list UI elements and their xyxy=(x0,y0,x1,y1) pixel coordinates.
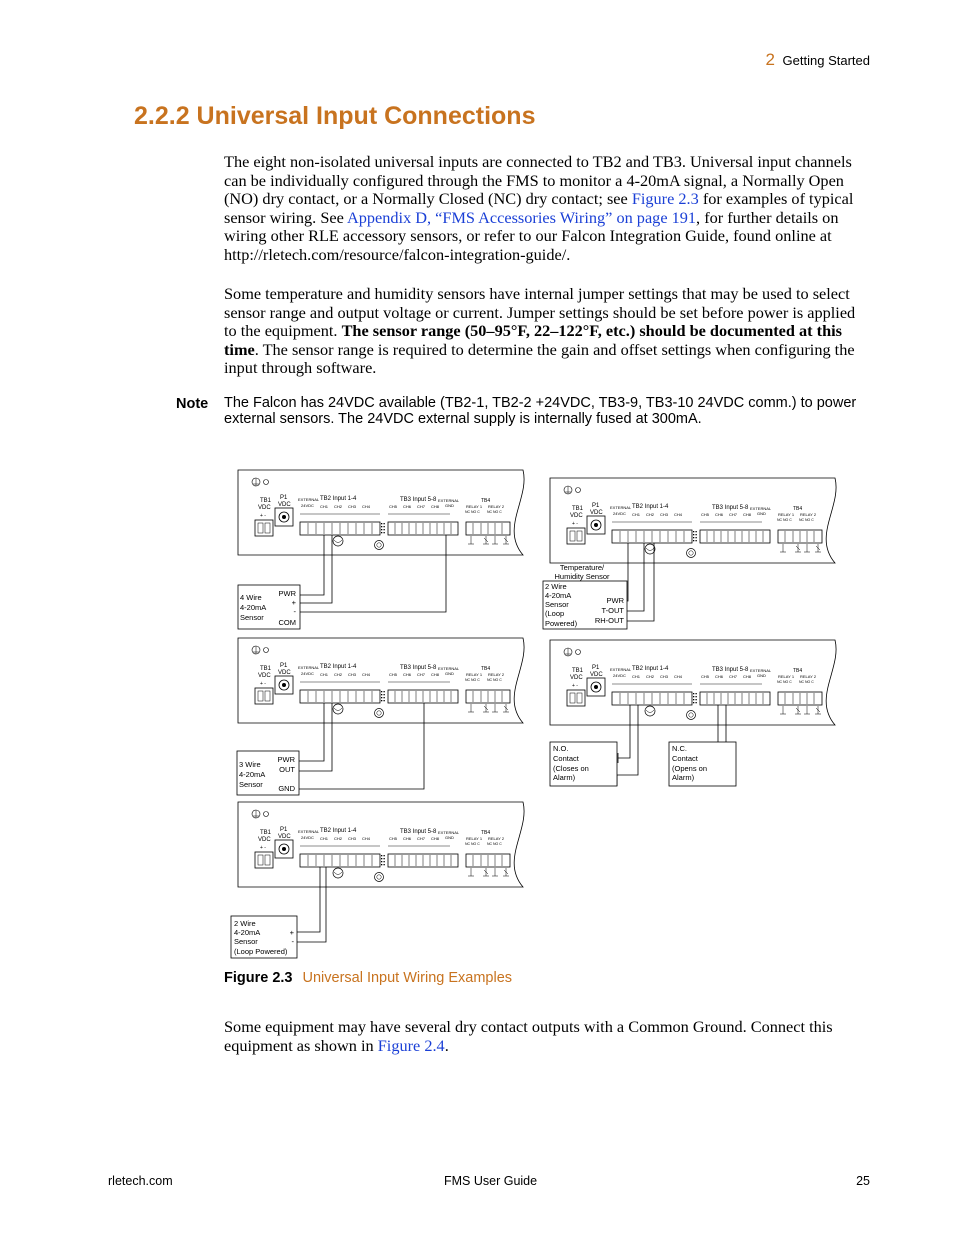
paragraph-2-text-a: Some temperature and humidity sensors have internal jumper settings that may be used to select sensor range and output voltage or current. Jumper settings should be set before power is applied to the equipment. xyxy=(224,284,856,341)
svg-text:Sensor: Sensor xyxy=(240,613,264,622)
svg-text:Alarm): Alarm) xyxy=(553,773,576,782)
wiring-figure: TB1 VDC + - P1 VDC EXTERNAL TB2 Input 1-4 24VDC CH1 CH2 CH3 CH4 TB3 Input 5-8 CH5 CH6 CH7 CH8 EXTERNAL GND TB4 RELAY 1 RELAY 2 NC NO C NC NO C 4 Wire 4-20mA Sensor PWR + - COM Temperature/ Humidity Sensor 2 Wire 4-20mA Sensor (Loop Powered) PWR T-OUT RH-OUT 3 Wire 4-20mA Sensor PWR OUT GND N.O. Contact (Closes on Alarm) N.C. Contact (Opens on Alarm) 2 Wire 4-20mA Sensor (Loop Powered) + - xyxy=(226,468,726,963)
nc-contact-box xyxy=(669,742,736,786)
svg-text:Sensor: Sensor xyxy=(545,600,569,609)
svg-text:Powered): Powered) xyxy=(545,619,578,628)
sensor-3wire xyxy=(237,751,299,795)
svg-text:(Opens on: (Opens on xyxy=(672,764,708,773)
svg-text:4-20mA: 4-20mA xyxy=(234,928,261,937)
note-label: Note xyxy=(176,396,209,412)
svg-text:(Closes on: (Closes on xyxy=(553,764,589,773)
paragraph-3 xyxy=(224,1018,868,1055)
svg-text:(Loop: (Loop xyxy=(545,609,565,618)
paragraph-1-text-b: for examples of typical sensor wiring. See xyxy=(224,189,854,227)
svg-text:T-OUT: T-OUT xyxy=(601,606,624,615)
paragraph-1-text-c: , for further details on wiring other RLE accessory sensors, or refer to our Falcon Integration Guide, found online at http://rletech.com/resource/falcon-integration-guide/. xyxy=(224,207,839,264)
figure-caption-label: Figure 2.3 xyxy=(224,970,293,986)
svg-text:4-20mA: 4-20mA xyxy=(240,603,267,612)
paragraph-2-bold: The sensor range (50–95°F, 22–122°F, etc.) should be documented at this time xyxy=(224,321,842,359)
chapter-title: Getting Started xyxy=(782,53,870,68)
footer-guide-title: FMS User Guide xyxy=(444,1174,538,1188)
svg-text:(Loop Powered): (Loop Powered) xyxy=(234,947,288,956)
temp-hum-caption-2: Humidity Sensor xyxy=(554,572,610,581)
svg-text:Contact: Contact xyxy=(553,754,579,763)
svg-text:Contact: Contact xyxy=(672,754,698,763)
footer-website: rletech.com xyxy=(108,1174,173,1188)
board-3wire xyxy=(238,638,524,723)
svg-text:N.C.: N.C. xyxy=(672,744,687,753)
svg-text:RH-OUT: RH-OUT xyxy=(594,616,624,625)
note-text: The Falcon has 24VDC available (TB2-1, TB2-2 +24VDC, TB3-9, TB3-10 24VDC comm.) to power external sensors. The 24VDC external supply is internally fused at 300mA. xyxy=(224,395,857,427)
temp-hum-caption-1: Temperature/ xyxy=(559,563,605,572)
paragraph-1-text-a: The eight non-isolated universal inputs are connected to TB2 and TB3. Universal input channels can be individually configured through the FMS to monitor a 4-20mA signal, a Normally Open (NO) dry contact, or a Normally Closed (NC) dry contact; see xyxy=(224,152,852,209)
chapter-header xyxy=(765,50,870,70)
svg-text:4-20mA: 4-20mA xyxy=(239,770,266,779)
sensor-temp-humidity xyxy=(543,581,627,629)
svg-text:+: + xyxy=(291,598,296,607)
svg-text:+: + xyxy=(289,928,294,937)
board-4wire xyxy=(238,470,524,555)
svg-text:-: - xyxy=(293,607,296,616)
svg-text:Alarm): Alarm) xyxy=(672,773,695,782)
footer-page-number: 25 xyxy=(856,1174,870,1188)
paragraph-3-text-a: Some equipment may have several dry contact outputs with a Common Ground. Connect this equipment as shown in xyxy=(224,1017,833,1055)
no-contact-box xyxy=(550,742,617,786)
svg-text:Sensor: Sensor xyxy=(239,780,263,789)
svg-text:PWR: PWR xyxy=(278,589,296,598)
svg-text:OUT: OUT xyxy=(279,765,295,774)
figure-2-4-link[interactable]: Figure 2.4 xyxy=(377,1035,445,1055)
figure-2-3-link[interactable]: Figure 2.3 xyxy=(631,189,699,209)
board-2wire xyxy=(238,802,524,887)
svg-text:Sensor: Sensor xyxy=(234,937,258,946)
svg-text:GND: GND xyxy=(278,784,295,793)
paragraph-3-text-b: . xyxy=(444,1035,449,1055)
paragraph-2 xyxy=(224,285,868,378)
svg-text:2 Wire: 2 Wire xyxy=(234,919,256,928)
svg-text:2 Wire: 2 Wire xyxy=(545,582,567,591)
chapter-number: 2 xyxy=(765,50,775,69)
figure-caption-text: Universal Input Wiring Examples xyxy=(302,970,513,986)
appendix-d-link[interactable]: Appendix D, “FMS Accessories Wiring” on page 191 xyxy=(347,207,697,227)
board-contacts xyxy=(550,640,836,725)
sensor-2wire xyxy=(231,916,297,958)
svg-text:PWR: PWR xyxy=(277,755,295,764)
section-title: 2.2.2 Universal Input Connections xyxy=(134,102,536,130)
paragraph-1 xyxy=(224,153,868,265)
svg-text:4 Wire: 4 Wire xyxy=(240,593,262,602)
sensor-4wire xyxy=(238,585,300,629)
svg-text:N.O.: N.O. xyxy=(553,744,569,753)
svg-text:3 Wire: 3 Wire xyxy=(239,760,261,769)
board-temp-humidity xyxy=(550,478,836,563)
svg-text:-: - xyxy=(291,937,294,946)
svg-text:COM: COM xyxy=(278,618,296,627)
figure-caption xyxy=(224,970,512,986)
paragraph-2-text-b: . The sensor range is required to determine the gain and offset settings when configuring the input through software. xyxy=(224,339,855,378)
svg-text:PWR: PWR xyxy=(606,596,624,605)
svg-text:4-20mA: 4-20mA xyxy=(545,591,572,600)
